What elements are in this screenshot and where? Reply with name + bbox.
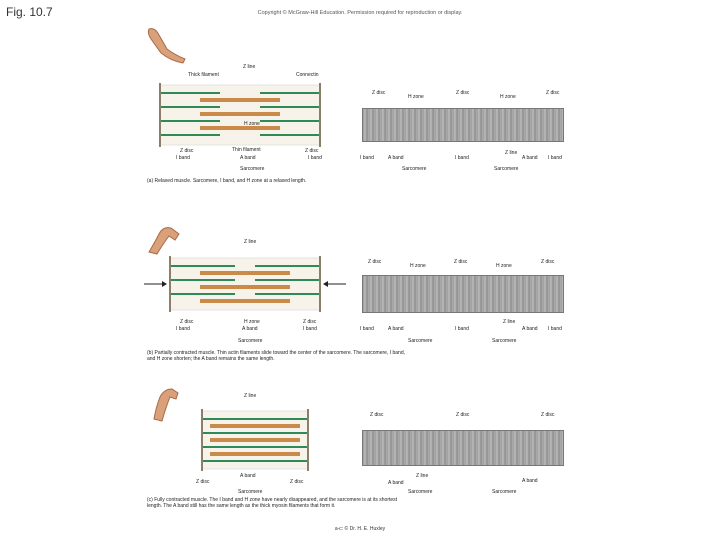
micro-label-sarcomere-1: Sarcomere bbox=[408, 489, 433, 495]
label-i-band-left: I band bbox=[176, 326, 190, 332]
sarcomere-diagram-partial bbox=[140, 252, 350, 317]
micro-label-z-disc-2: Z disc bbox=[456, 90, 470, 96]
micro-label-a-band-1: A band bbox=[388, 155, 404, 161]
micrograph-relaxed bbox=[362, 108, 564, 142]
label-z-line: Z line bbox=[244, 239, 257, 245]
label-z-disc-left: Z disc bbox=[196, 479, 210, 485]
label-z-disc-right: Z disc bbox=[290, 479, 304, 485]
micro-label-z-line: Z line bbox=[416, 473, 429, 479]
label-a-band: A band bbox=[240, 473, 256, 479]
micro-label-a-band-1: A band bbox=[388, 326, 404, 332]
label-z-disc-right: Z disc bbox=[303, 319, 317, 325]
caption-b: (b) Partially contracted muscle. Thin actin filaments slide toward the center of the sarcomere. The sarcomere, I band, and H zone shorten; the A band remains the same length. bbox=[147, 350, 405, 362]
label-sarcomere: Sarcomere bbox=[240, 166, 265, 172]
copyright-notice: Copyright © McGraw-Hill Education. Permission required for reproduction or display. bbox=[257, 10, 463, 16]
micro-label-i-band-3: I band bbox=[548, 326, 562, 332]
figure-label: Fig. 10.7 bbox=[6, 5, 53, 19]
label-connectin: Connectin bbox=[296, 72, 319, 78]
micro-label-z-disc-3: Z disc bbox=[541, 412, 555, 418]
label-thin-filament: Thin filament bbox=[232, 147, 261, 153]
micro-label-h-zone-1: H zone bbox=[408, 94, 424, 100]
arm-relaxed-icon bbox=[145, 25, 190, 65]
micro-label-sarcomere-1: Sarcomere bbox=[402, 166, 427, 172]
label-a-band: A band bbox=[240, 155, 256, 161]
label-h-zone: H zone bbox=[244, 319, 260, 325]
micro-label-sarcomere-2: Sarcomere bbox=[494, 166, 519, 172]
label-z-disc-left: Z disc bbox=[180, 148, 194, 154]
micro-label-i-band-1: I band bbox=[360, 155, 374, 161]
micro-label-z-disc-1: Z disc bbox=[368, 259, 382, 265]
micro-label-sarcomere-2: Sarcomere bbox=[492, 338, 517, 344]
micro-label-h-zone-2: H zone bbox=[500, 94, 516, 100]
micro-label-a-band-2: A band bbox=[522, 478, 538, 484]
micro-label-a-band-1: A band bbox=[388, 480, 404, 486]
micro-label-a-band-2: A band bbox=[522, 326, 538, 332]
image-credit: a-c: © Dr. H. E. Huxley bbox=[334, 526, 386, 532]
micro-label-z-disc-2: Z disc bbox=[454, 259, 468, 265]
arm-fully-flexed-icon bbox=[148, 385, 188, 425]
label-z-line: Z line bbox=[243, 64, 256, 70]
micro-label-z-disc-1: Z disc bbox=[370, 412, 384, 418]
label-i-band-left: I band bbox=[176, 155, 190, 161]
micro-label-h-zone-2: H zone bbox=[496, 263, 512, 269]
micro-label-i-band-1: I band bbox=[360, 326, 374, 332]
label-z-line: Z line bbox=[244, 393, 257, 399]
micro-label-sarcomere-1: Sarcomere bbox=[408, 338, 433, 344]
label-z-disc-left: Z disc bbox=[180, 319, 194, 325]
label-i-band-right: I band bbox=[303, 326, 317, 332]
micro-label-i-band-2: I band bbox=[455, 326, 469, 332]
micro-label-z-disc-3: Z disc bbox=[541, 259, 555, 265]
micro-label-a-band-2: A band bbox=[522, 155, 538, 161]
label-i-band-right: I band bbox=[308, 155, 322, 161]
caption-a: (a) Relaxed muscle. Sarcomere, I band, and H zone at a relaxed length. bbox=[147, 178, 307, 184]
label-thick-filament: Thick filament bbox=[188, 72, 219, 78]
micro-label-i-band-3: I band bbox=[548, 155, 562, 161]
caption-c: (c) Fully contracted muscle. The I band and H zone have nearly disappeared, and the sarcomere is at its shortest length. The A band still has the same length as the thick myosin filaments that form it. bbox=[147, 497, 398, 509]
label-z-disc-right: Z disc bbox=[305, 148, 319, 154]
micrograph-partial bbox=[362, 275, 564, 313]
sarcomere-diagram-relaxed bbox=[150, 75, 340, 155]
label-h-zone: H zone bbox=[244, 121, 260, 127]
micro-label-z-line: Z line bbox=[505, 150, 518, 156]
micro-label-i-band-2: I band bbox=[455, 155, 469, 161]
label-sarcomere: Sarcomere bbox=[238, 489, 263, 495]
micro-label-z-disc-3: Z disc bbox=[546, 90, 560, 96]
micro-label-h-zone-1: H zone bbox=[410, 263, 426, 269]
micro-label-z-disc-1: Z disc bbox=[372, 90, 386, 96]
label-a-band: A band bbox=[242, 326, 258, 332]
sarcomere-diagram-full bbox=[190, 405, 320, 475]
micro-label-z-line: Z line bbox=[503, 319, 516, 325]
micrograph-full bbox=[362, 430, 564, 466]
label-sarcomere: Sarcomere bbox=[238, 338, 263, 344]
micro-label-sarcomere-2: Sarcomere bbox=[492, 489, 517, 495]
micro-label-z-disc-2: Z disc bbox=[456, 412, 470, 418]
